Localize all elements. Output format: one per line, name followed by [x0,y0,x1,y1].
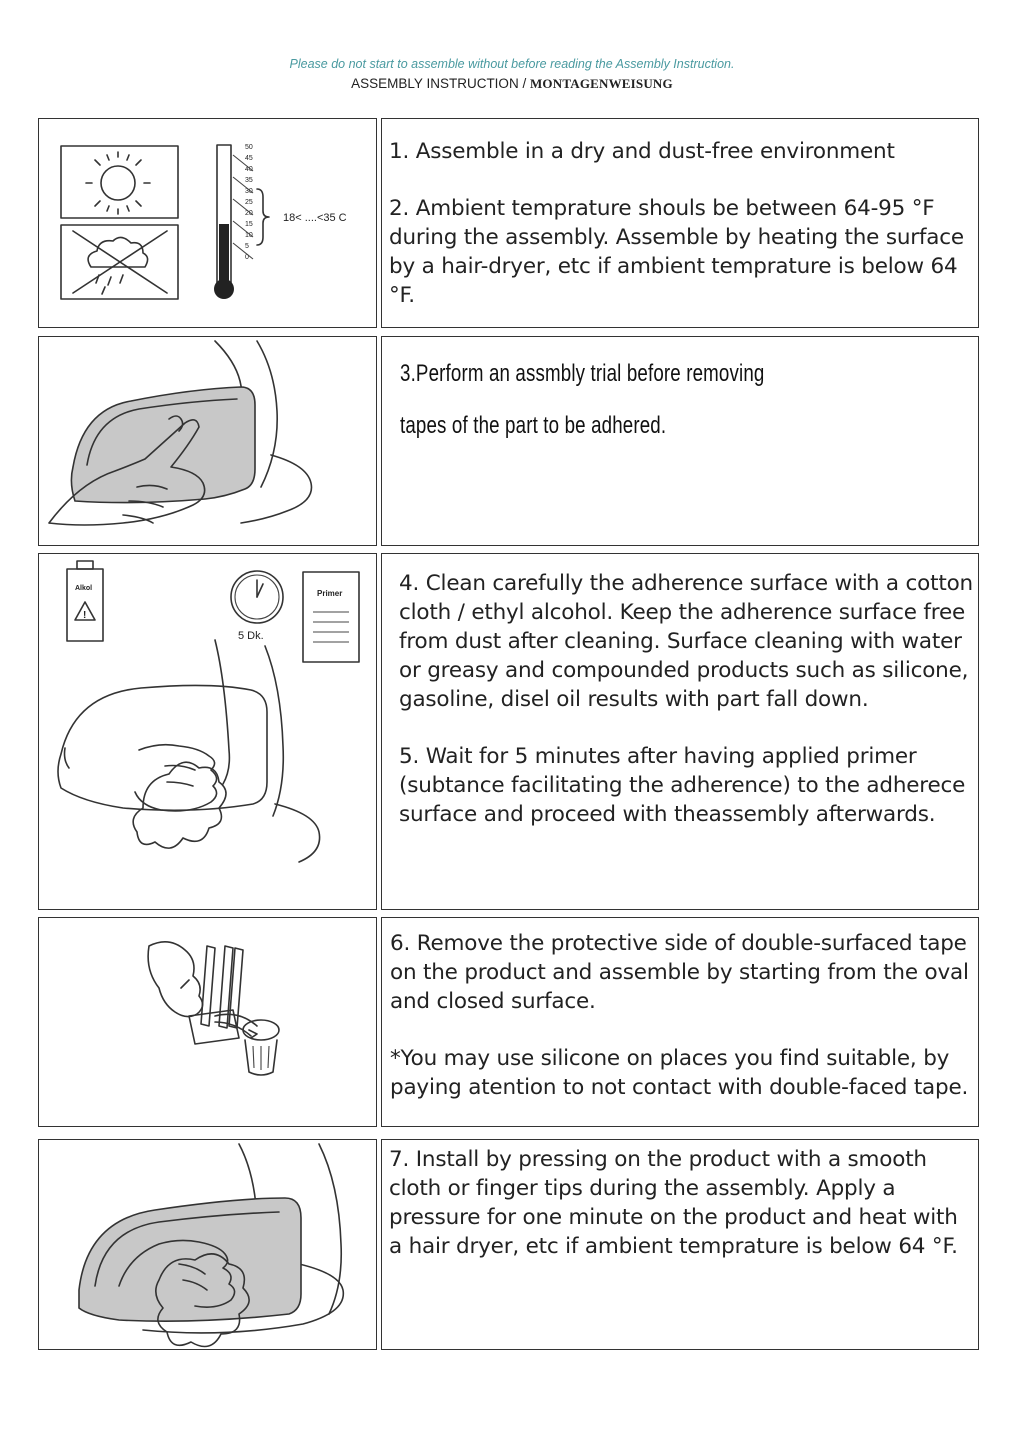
step-1-text: 1. Assemble in a dry and dust-free environment [389,139,895,164]
illustration-panel-5 [38,1139,377,1350]
tick-label: 35 [245,177,253,184]
tick-label: 40 [245,166,253,173]
clock-icon [231,571,283,642]
illustration-panel-2 [38,336,377,546]
step-6-note: *You may use silicone on places you find suitable, by paying atention to not contact with double-faced tape. [390,1046,969,1100]
step-2-text: 2. Ambient temprature shouls be between 64-95 °F during the assembly. Assemble by heating the surface by a hair-dryer, etc if ambient temprature is below 64 °F. [389,196,964,308]
mirror-housing [71,387,255,503]
title-english: ASSEMBLY INSTRUCTION / [351,76,530,91]
temperature-range-label: 18< ....<35 C [283,212,347,224]
illustration-panel-1 [38,118,377,328]
tick-label: 0 [245,254,249,261]
illustration-panel-4 [38,917,377,1127]
mirror-trial-fit-drawing [39,337,378,547]
tape-removal-drawing [39,918,378,1128]
title-german: MONTAGENWEISUNG [529,76,673,91]
page-title [0,76,1024,92]
tick-label: 5 [245,243,249,250]
step-5-text: 5. Wait for 5 minutes after having applied primer (subtance facilitating the adherence) to the adherece surface and proceed with theassembly afterwards. [399,744,966,827]
weather-icons [39,119,378,329]
tick-label: 30 [245,188,253,195]
step-3-text-continued: tapes of the part to be adhered. [400,412,667,439]
pressing-install-drawing [39,1140,378,1351]
trash-bin-icon [243,1020,279,1075]
instruction-panel-3 [381,553,979,910]
step-3-text: 3.Perform an assmbly trial before removing [400,360,765,387]
instruction-panel-2 [381,336,979,546]
tick-label: 10 [245,232,253,239]
tick-label: 15 [245,221,253,228]
instruction-panel-4 [381,917,979,1127]
thermometer-ticks [233,144,253,261]
sun-icon [61,146,178,218]
tick-label: 50 [245,144,253,151]
instruction-panel-5 [381,1139,979,1350]
step-7-text: 7. Install by pressing on the product with a smooth cloth or finger tips during the assembly. Apply a pressure for one minute on the product and heat with a hair dryer, etc if ambient temprature is below 64 °F. [389,1147,958,1259]
range-brace [257,189,269,245]
alcohol-bottle-icon [67,561,103,641]
tick-label: 45 [245,155,253,162]
assembly-warning: Please do not start to assemble without before reading the Assembly Instruction. [289,57,735,71]
hand-icon [148,942,202,1017]
hand-icon [135,745,217,811]
bottle-label: Alkol [75,585,93,592]
primer-label: Primer [317,589,343,598]
illustration-panel-3 [38,553,377,910]
rain-crossed-icon [61,225,178,299]
step-6-text: 6. Remove the protective side of double-surfaced tape on the product and assemble by starting from the oval and closed surface. [390,931,969,1014]
primer-card-icon [303,572,359,662]
svg-text:!: ! [83,610,87,621]
instruction-panel-1 [381,118,979,328]
thermometer-icon [214,145,234,299]
tick-label: 20 [245,210,253,217]
cleaning-drawing [39,554,378,911]
timer-label: 5 Dk. [238,630,264,642]
tick-label: 25 [245,199,253,206]
step-4-text: 4. Clean carefully the adherence surface with a cotton cloth / ethyl alcohol. Keep the adherence surface free from dust after cleaning. Surface cleaning with water or greasy and compounded products such as silicone, gasoline, disel oil results with part fall down. [399,571,973,712]
